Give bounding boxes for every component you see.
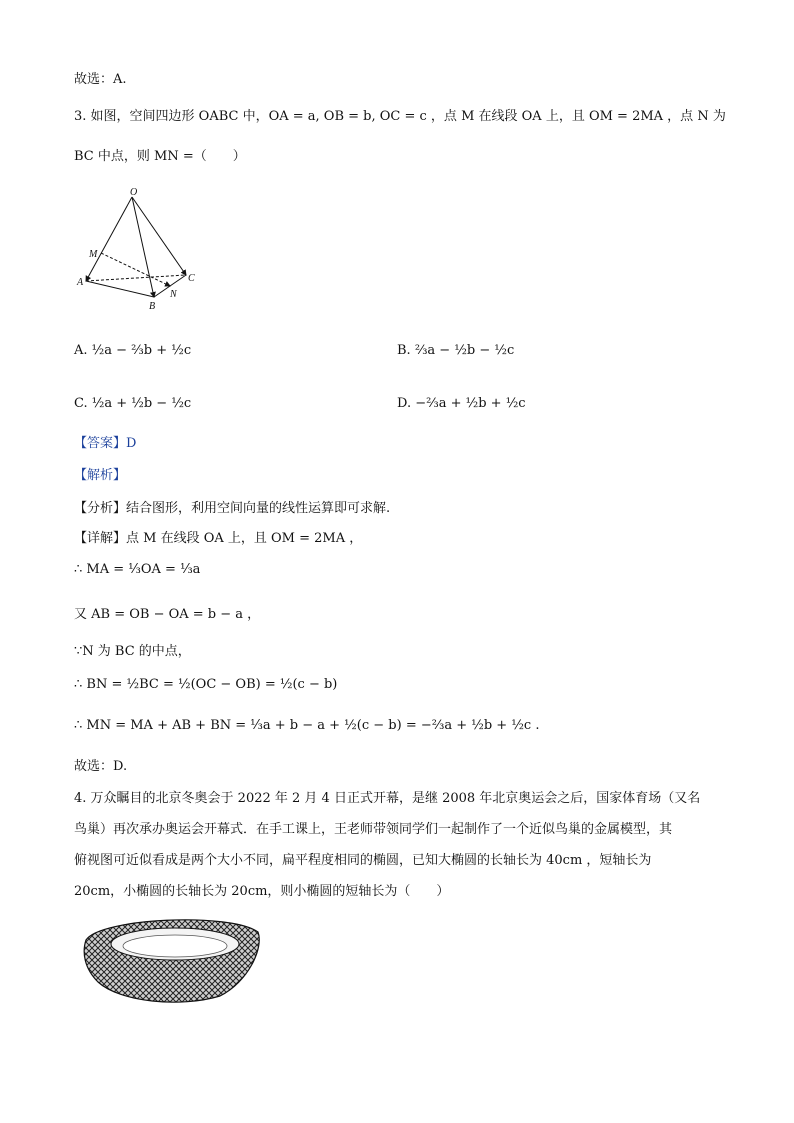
- label-B: B: [149, 301, 156, 312]
- birds-nest-model-image: [80, 912, 265, 1004]
- option-c[interactable]: C. ½a + ½b − ½c: [74, 396, 192, 411]
- q4-stem-line4: 20cm，小椭圆的长轴长为 20cm，则小椭圆的短轴长为（ ）: [74, 884, 450, 899]
- solution-step-4: ∴ BN = ½BC = ½(OC − OB) = ½(c − b): [74, 677, 338, 692]
- analysis-text: 【分析】结合图形，利用空间向量的线性运算即可求解.: [74, 501, 391, 516]
- label-N: N: [170, 289, 177, 300]
- solution-step-1: ∴ MA = ⅓OA = ⅓a: [74, 562, 201, 577]
- option-b[interactable]: B. ⅔a − ½b − ½c: [397, 343, 515, 358]
- q4-stem-line1: 4. 万众瞩目的北京冬奥会于 2022 年 2 月 4 日正式开幕，是继 2008 年北京奥运会之后，国家体育场（又名: [74, 791, 701, 806]
- q3-stem-line1: 3. 如图，空间四边形 OABC 中，OA = a, OB = b, OC = c ，点 M 在线段 OA 上，且 OM = 2MA ，点 N 为: [74, 109, 726, 124]
- tetrahedron-figure: [74, 185, 204, 315]
- option-a[interactable]: A. ½a − ⅔b + ½c: [74, 343, 192, 358]
- analysis-tag: 【解析】: [74, 468, 127, 483]
- previous-answer: 故选：A.: [74, 72, 127, 87]
- label-C: C: [188, 273, 195, 284]
- label-M: M: [89, 249, 98, 260]
- solution-step-2: 又 AB = OB − OA = b − a ，: [74, 607, 261, 622]
- q3-conclusion: 故选：D.: [74, 759, 128, 774]
- q3-stem-line2: BC 中点，则 MN =（ ）: [74, 149, 246, 164]
- option-d[interactable]: D. −⅔a + ½b + ½c: [397, 396, 526, 411]
- answer-tag: 【答案】D: [74, 436, 137, 451]
- label-A: A: [77, 277, 84, 288]
- solution-step-3: ∵N 为 BC 的中点，: [74, 644, 191, 659]
- label-O: O: [130, 187, 138, 198]
- q4-stem-line3: 俯视图可近似看成是两个大小不同，扁平程度相同的椭圆，已知大椭圆的长轴长为 40cm ，短轴长为: [74, 853, 652, 868]
- q4-stem-line2: 鸟巢）再次承办奥运会开幕式．在手工课上，王老师带领同学们一起制作了一个近似鸟巢的金属模型，其: [74, 822, 673, 837]
- detail-text: 【详解】点 M 在线段 OA 上，且 OM = 2MA ，: [74, 531, 363, 546]
- solution-step-5: ∴ MN = MA + AB + BN = ⅓a + b − a + ½(c − b) = −⅔a + ½b + ½c .: [74, 718, 540, 733]
